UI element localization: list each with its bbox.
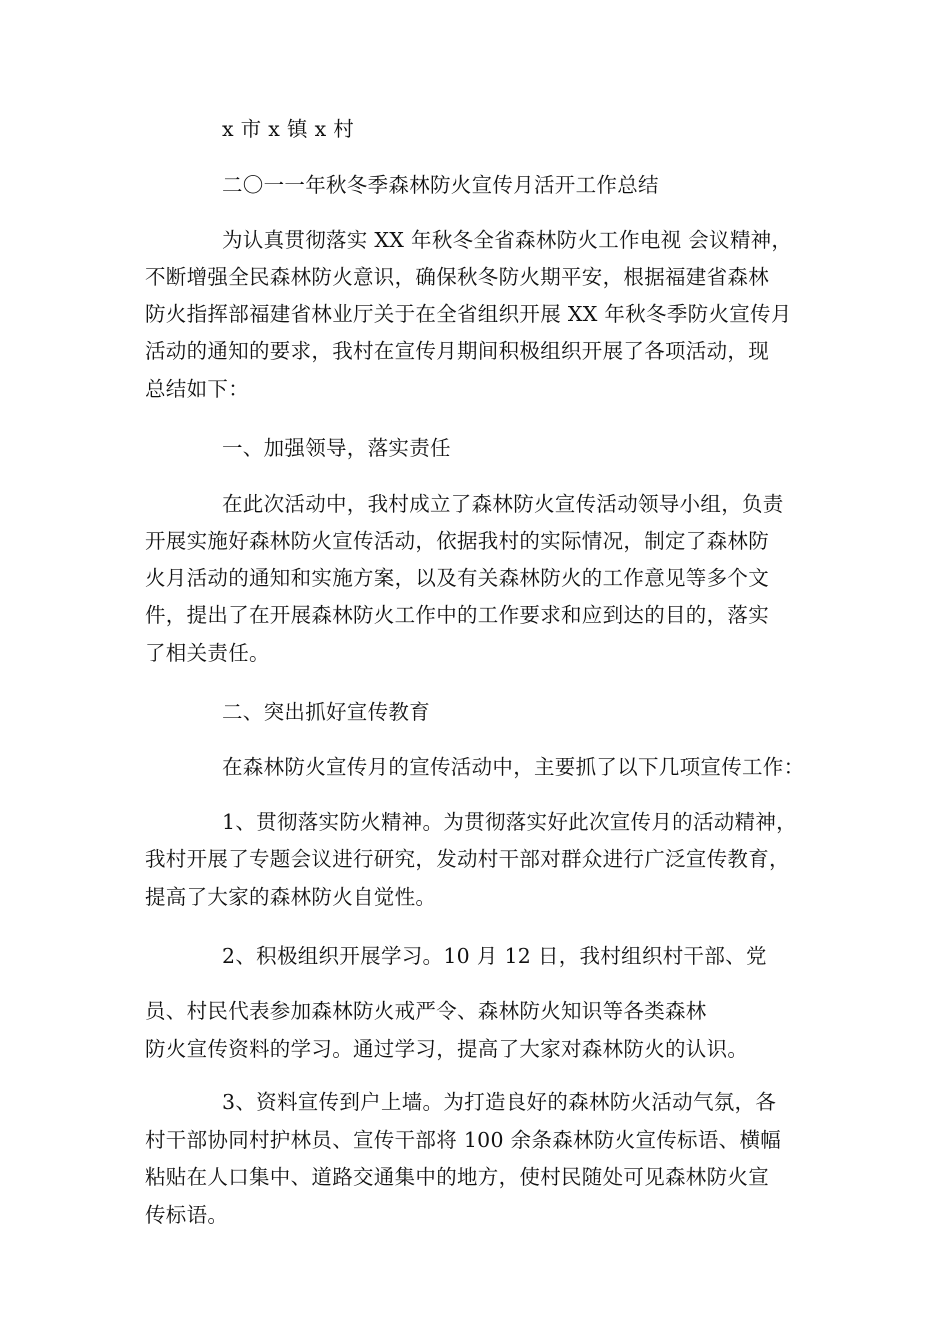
paragraph-line: 为认真贯彻落实 XX 年秋冬全省森林防火工作电视 会议精神， xyxy=(222,228,793,252)
paragraph-line: 在此次活动中，我村成立了森林防火宣传活动领导小组，负责 xyxy=(222,492,784,516)
document-title: 二〇一一年秋冬季森林防火宣传月活开工作总结 xyxy=(222,173,659,197)
paragraph-line: 了相关责任。 xyxy=(145,641,270,665)
paragraph-line: 2、积极组织开展学习。10 月 12 日，我村组织村干部、党 xyxy=(222,944,767,968)
paragraph-line: 防火指挥部福建省林业厅关于在全省组织开展 XX 年秋冬季防火宣传月 xyxy=(145,302,792,326)
paragraph-line: 传标语。 xyxy=(145,1203,229,1227)
paragraph-line: 员、村民代表参加森林防火戒严令、森林防火知识等各类森林 xyxy=(145,999,707,1023)
section-heading-1: 一、加强领导，落实责任 xyxy=(222,436,451,460)
location-line: x 市 x 镇 x 村 xyxy=(222,117,355,141)
paragraph-line: 不断增强全民森林防火意识，确保秋冬防火期平安，根据福建省森林 xyxy=(145,265,769,289)
section2-intro: 在森林防火宣传月的宣传活动中，主要抓了以下几项宣传工作： xyxy=(222,755,805,779)
paragraph-line: 提高了大家的森林防火自觉性。 xyxy=(145,885,437,909)
paragraph-line: 1、贯彻落实防火精神。为贯彻落实好此次宣传月的活动精神， xyxy=(222,810,797,834)
paragraph-line: 活动的通知的要求，我村在宣传月期间积极组织开展了各项活动，现 xyxy=(145,339,769,363)
paragraph-line: 我村开展了专题会议进行研究，发动村干部对群众进行广泛宣传教育， xyxy=(145,847,790,871)
paragraph-line: 件，提出了在开展森林防火工作中的工作要求和应到达的目的，落实 xyxy=(145,603,769,627)
paragraph-line: 开展实施好森林防火宣传活动，依据我村的实际情况，制定了森林防 xyxy=(145,529,769,553)
paragraph-line: 总结如下： xyxy=(145,377,249,401)
section-heading-2: 二、突出抓好宣传教育 xyxy=(222,700,430,724)
paragraph-line: 3、资料宣传到户上墙。为打造良好的森林防火活动气氛，各 xyxy=(222,1090,777,1114)
paragraph-line: 防火宣传资料的学习。通过学习，提高了大家对森林防火的认识。 xyxy=(145,1037,749,1061)
paragraph-line: 村干部协同村护林员、宣传干部将 100 余条森林防火宣传标语、横幅 xyxy=(145,1128,782,1152)
paragraph-line: 火月活动的通知和实施方案，以及有关森林防火的工作意见等多个文 xyxy=(145,566,769,590)
paragraph-line: 粘贴在人口集中、道路交通集中的地方，使村民随处可见森林防火宣 xyxy=(145,1165,769,1189)
